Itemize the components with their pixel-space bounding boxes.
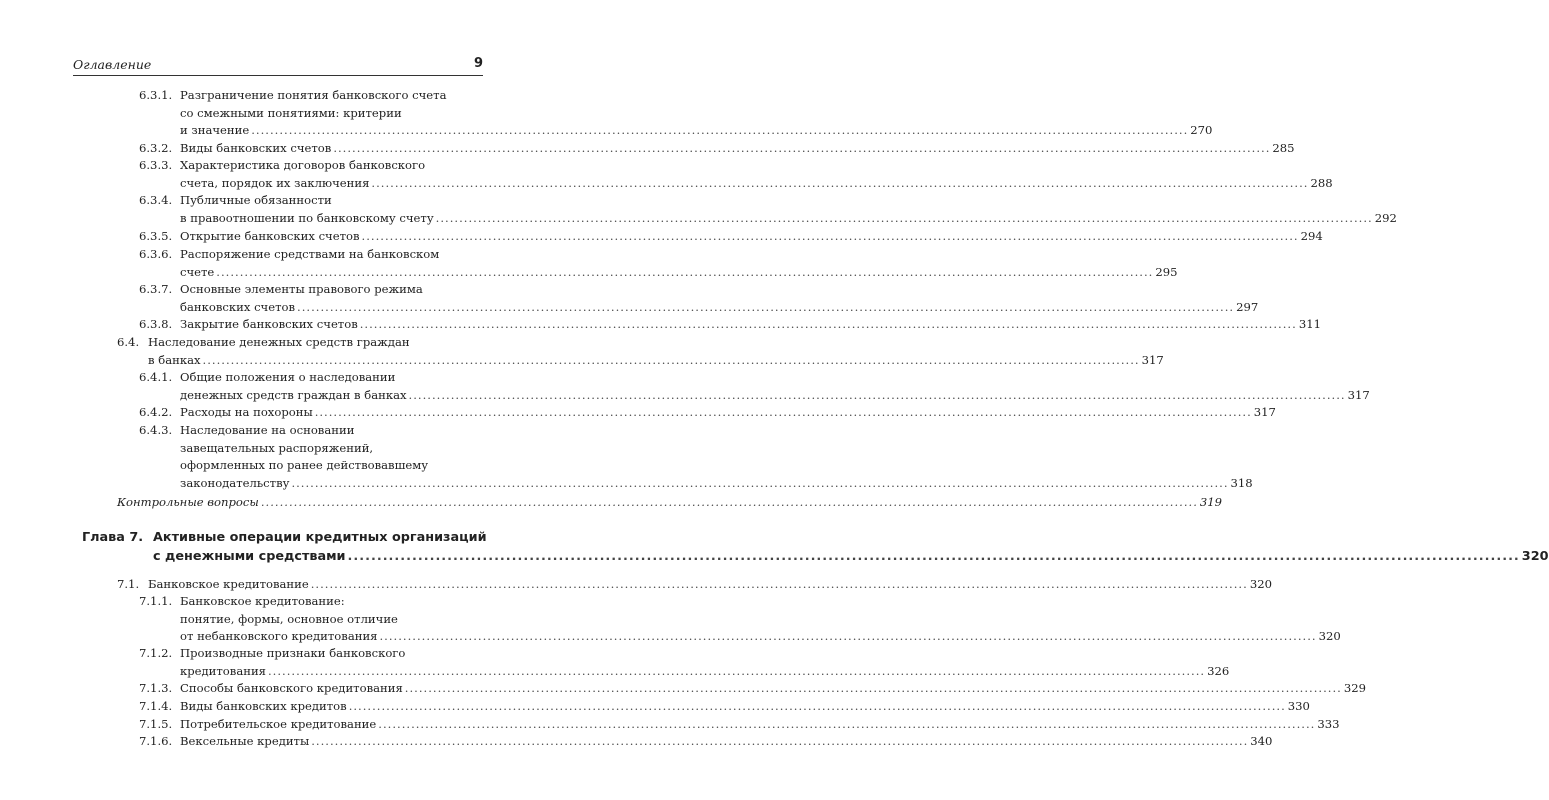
toc-entry-leader-line [180, 663, 1230, 681]
toc-entry-text [117, 494, 1223, 512]
toc-entry-text [180, 369, 1370, 404]
toc-entry-number: 6.3.5. [139, 229, 173, 243]
dot-leader: ........................................................................................................................................................................................................ [268, 663, 1206, 678]
toc-entry-leader-line [180, 122, 1213, 140]
toc-entry-text [180, 228, 1323, 246]
toc-entry-title: Потребительское кредитование [180, 717, 377, 731]
dot-leader: ........................................................................................................................................................................................................ [435, 210, 1373, 225]
toc-entry-number: 6.3.6. [139, 247, 173, 261]
toc-entry-leader-line [180, 228, 1323, 246]
toc-page-number: 320 [1318, 629, 1341, 644]
dot-leader: ........................................................................................................................................................................................................ [216, 264, 1154, 279]
toc-entry-title: счете [180, 264, 215, 279]
toc-entry-text [180, 404, 1276, 422]
toc-entry-number: 6.4.3. [139, 423, 173, 437]
dot-leader: ........................................................................................................................................................................................................ [260, 495, 1198, 509]
toc-entry-number: 6.4.1. [139, 370, 173, 384]
dot-leader: ........................................................................................................................................................................................................ [291, 475, 1229, 490]
toc-entry-title: Вексельные кредиты [180, 734, 310, 748]
running-header [73, 57, 483, 76]
dot-leader: ........................................................................................................................................................................................................ [297, 299, 1235, 314]
toc-entry-line: Разграничение понятия банковского счета [180, 88, 447, 102]
toc-entry-title: Закрытие банковских счетов [180, 317, 358, 331]
toc-entry-title: банковских счетов [180, 299, 296, 314]
toc-entry-number: 7.1.1. [139, 594, 173, 608]
toc-page-number: 297 [1236, 299, 1259, 314]
toc-entry-title: Контрольные вопросы [117, 495, 259, 509]
toc-entry-title: в правоотношении по банковскому счету [180, 210, 434, 225]
toc-entry-text [148, 576, 1272, 594]
toc-entry-line: Банковское кредитование: [180, 594, 345, 608]
toc-entry-leader-line [117, 494, 1223, 512]
toc-entry-line: завещательных распоряжений, [180, 440, 374, 455]
toc-entry-title: Банковское кредитование [148, 577, 309, 591]
toc-entry-text [153, 528, 1549, 566]
toc-entry-text [180, 733, 1273, 751]
toc-entry-leader-line [180, 475, 1253, 493]
toc-page-number: 311 [1298, 317, 1321, 331]
toc-entry-line: Активные операции кредитных организаций [153, 530, 487, 545]
toc-entry-number: 6.3.1. [139, 88, 173, 102]
dot-leader: ........................................................................................................................................................................................................ [408, 387, 1346, 402]
dot-leader: ........................................................................................................................................................................................................ [379, 629, 1317, 644]
toc-entry-leader-line [180, 404, 1276, 422]
toc-page-number: 320 [1249, 577, 1272, 591]
toc-entry-line: Наследование денежных средств граждан [148, 335, 410, 349]
toc-entry-number: 6.3.7. [139, 282, 173, 296]
toc-entry-title: Способы банковского кредитования [180, 681, 403, 695]
toc-entry-number: 7.1.5. [139, 717, 173, 731]
toc-entry-title: и значение [180, 123, 250, 138]
dot-leader: ........................................................................................................................................................................................................ [347, 549, 1520, 564]
dot-leader: ........................................................................................................................................................................................................ [311, 734, 1249, 748]
toc-entry-text [180, 422, 1253, 492]
toc-page-number: 329 [1343, 681, 1366, 695]
toc-entry-text [180, 140, 1295, 158]
toc-entry-leader-line [180, 175, 1333, 193]
toc-entry-leader-line [180, 210, 1397, 228]
toc-entry-text [180, 281, 1259, 316]
toc-page-number: 340 [1250, 734, 1273, 748]
toc-entry-text [180, 645, 1230, 680]
dot-leader: ........................................................................................................................................................................................................ [348, 699, 1286, 713]
toc-page-number: 319 [1199, 495, 1223, 509]
toc-entry-number: 7.1. [117, 577, 140, 591]
toc-entry-leader-line [180, 140, 1295, 158]
toc-entry-number: 6.3.3. [139, 158, 173, 172]
toc-entry-title: денежных средств граждан в банках [180, 387, 407, 402]
toc-entry-leader-line [180, 698, 1310, 716]
toc-entry-text [180, 698, 1310, 716]
toc-entry-leader-line [148, 576, 1272, 594]
toc-entry-number: 6.3.8. [139, 317, 173, 331]
toc-entry-text [180, 593, 1341, 646]
toc-entry-text [180, 87, 1213, 140]
dot-leader: ........................................................................................................................................................................................................ [371, 175, 1309, 190]
toc-entry-line: понятие, формы, основное отличие [180, 611, 398, 626]
toc-entry-text [148, 334, 1164, 369]
toc-page-number: 317 [1347, 387, 1370, 402]
toc-page-number: 285 [1272, 141, 1295, 155]
toc-entry-leader-line [148, 352, 1164, 370]
toc-entry-leader-line [180, 387, 1370, 405]
toc-entry-title: Виды банковских кредитов [180, 699, 347, 713]
toc-entry-title: Расходы на похороны [180, 405, 313, 419]
toc-page-number: 320 [1521, 549, 1549, 564]
toc-entry-leader-line [180, 299, 1259, 317]
toc-entry-line: Распоряжение средствами на банковском [180, 247, 440, 261]
toc-entry-line: Общие положения о наследовании [180, 370, 396, 384]
dot-leader: ........................................................................................................................................................................................................ [333, 141, 1271, 155]
toc-entry-line: Производные признаки банковского [180, 646, 406, 660]
page-number: 9 [473, 56, 483, 71]
toc-entry-number: 6.3.2. [139, 141, 173, 155]
toc-entry-number: 7.1.3. [139, 681, 173, 695]
toc-page-number: 288 [1310, 175, 1333, 190]
running-header-title: Оглавление [73, 57, 152, 72]
toc-entry-leader-line [180, 680, 1366, 698]
toc-entry-leader-line [180, 716, 1340, 734]
toc-entry-title: от небанковского кредитования [180, 629, 378, 644]
toc-entry-number: 6.4.2. [139, 405, 173, 419]
toc-page-number: 330 [1287, 699, 1310, 713]
toc-entry-text [180, 246, 1178, 281]
toc-entry-number: 6.3.4. [139, 193, 173, 207]
dot-leader: ........................................................................................................................................................................................................ [404, 681, 1342, 695]
toc-entry-leader-line [153, 547, 1549, 566]
toc-page-number: 292 [1374, 210, 1397, 225]
toc-page-number: 317 [1141, 352, 1164, 367]
toc-entry-title: кредитования [180, 663, 266, 678]
toc-entry-line: оформленных по ранее действовавшему [180, 458, 429, 473]
dot-leader: ........................................................................................................................................................................................................ [251, 123, 1189, 138]
toc-entry-leader-line [180, 733, 1273, 751]
toc-entry-title: Виды банковских счетов [180, 141, 332, 155]
toc-entry-line: Характеристика договоров банковского [180, 158, 426, 172]
toc-entry-line: со смежными понятиями: критерии [180, 105, 402, 120]
toc-entry-title: с денежными средствами [153, 549, 346, 564]
toc-entry-text [180, 316, 1321, 334]
toc-entry-number: Глава 7. [82, 530, 144, 545]
dot-leader: ........................................................................................................................................................................................................ [359, 317, 1297, 331]
toc-entry-leader-line [180, 264, 1178, 282]
dot-leader: ........................................................................................................................................................................................................ [310, 577, 1248, 591]
toc-entry-text [180, 157, 1333, 192]
toc-entry-leader-line [180, 316, 1321, 334]
toc-entry-title: в банках [148, 352, 201, 367]
toc-page-number: 317 [1253, 405, 1276, 419]
toc-entry-line: Основные элементы правового режима [180, 282, 423, 296]
toc-page-number: 318 [1230, 475, 1253, 490]
toc-entry-number: 7.1.6. [139, 734, 173, 748]
toc-page-number: 294 [1300, 229, 1323, 243]
toc-entry-title: счета, порядок их заключения [180, 175, 370, 190]
toc-entry-number: 6.4. [117, 335, 140, 349]
toc-entry-text [180, 680, 1366, 698]
toc-page-number: 295 [1155, 264, 1178, 279]
toc-entry-text [180, 716, 1340, 734]
toc-entry-title: Открытие банковских счетов [180, 229, 360, 243]
toc-entry-line: Публичные обязанности [180, 193, 332, 207]
dot-leader: ........................................................................................................................................................................................................ [378, 717, 1316, 731]
toc-page-number: 270 [1190, 123, 1213, 138]
toc-page-number: 333 [1317, 717, 1340, 731]
toc-entry-title: законодательству [180, 475, 290, 490]
toc-entry-line: Наследование на основании [180, 423, 355, 437]
dot-leader: ........................................................................................................................................................................................................ [202, 352, 1140, 367]
toc-entry-leader-line [180, 628, 1341, 646]
toc-entry-text [180, 192, 1397, 227]
dot-leader: ........................................................................................................................................................................................................ [361, 229, 1299, 243]
toc-page-number: 326 [1207, 663, 1230, 678]
dot-leader: ........................................................................................................................................................................................................ [314, 405, 1252, 419]
toc-entry-number: 7.1.2. [139, 646, 173, 660]
toc-entry-number: 7.1.4. [139, 699, 173, 713]
